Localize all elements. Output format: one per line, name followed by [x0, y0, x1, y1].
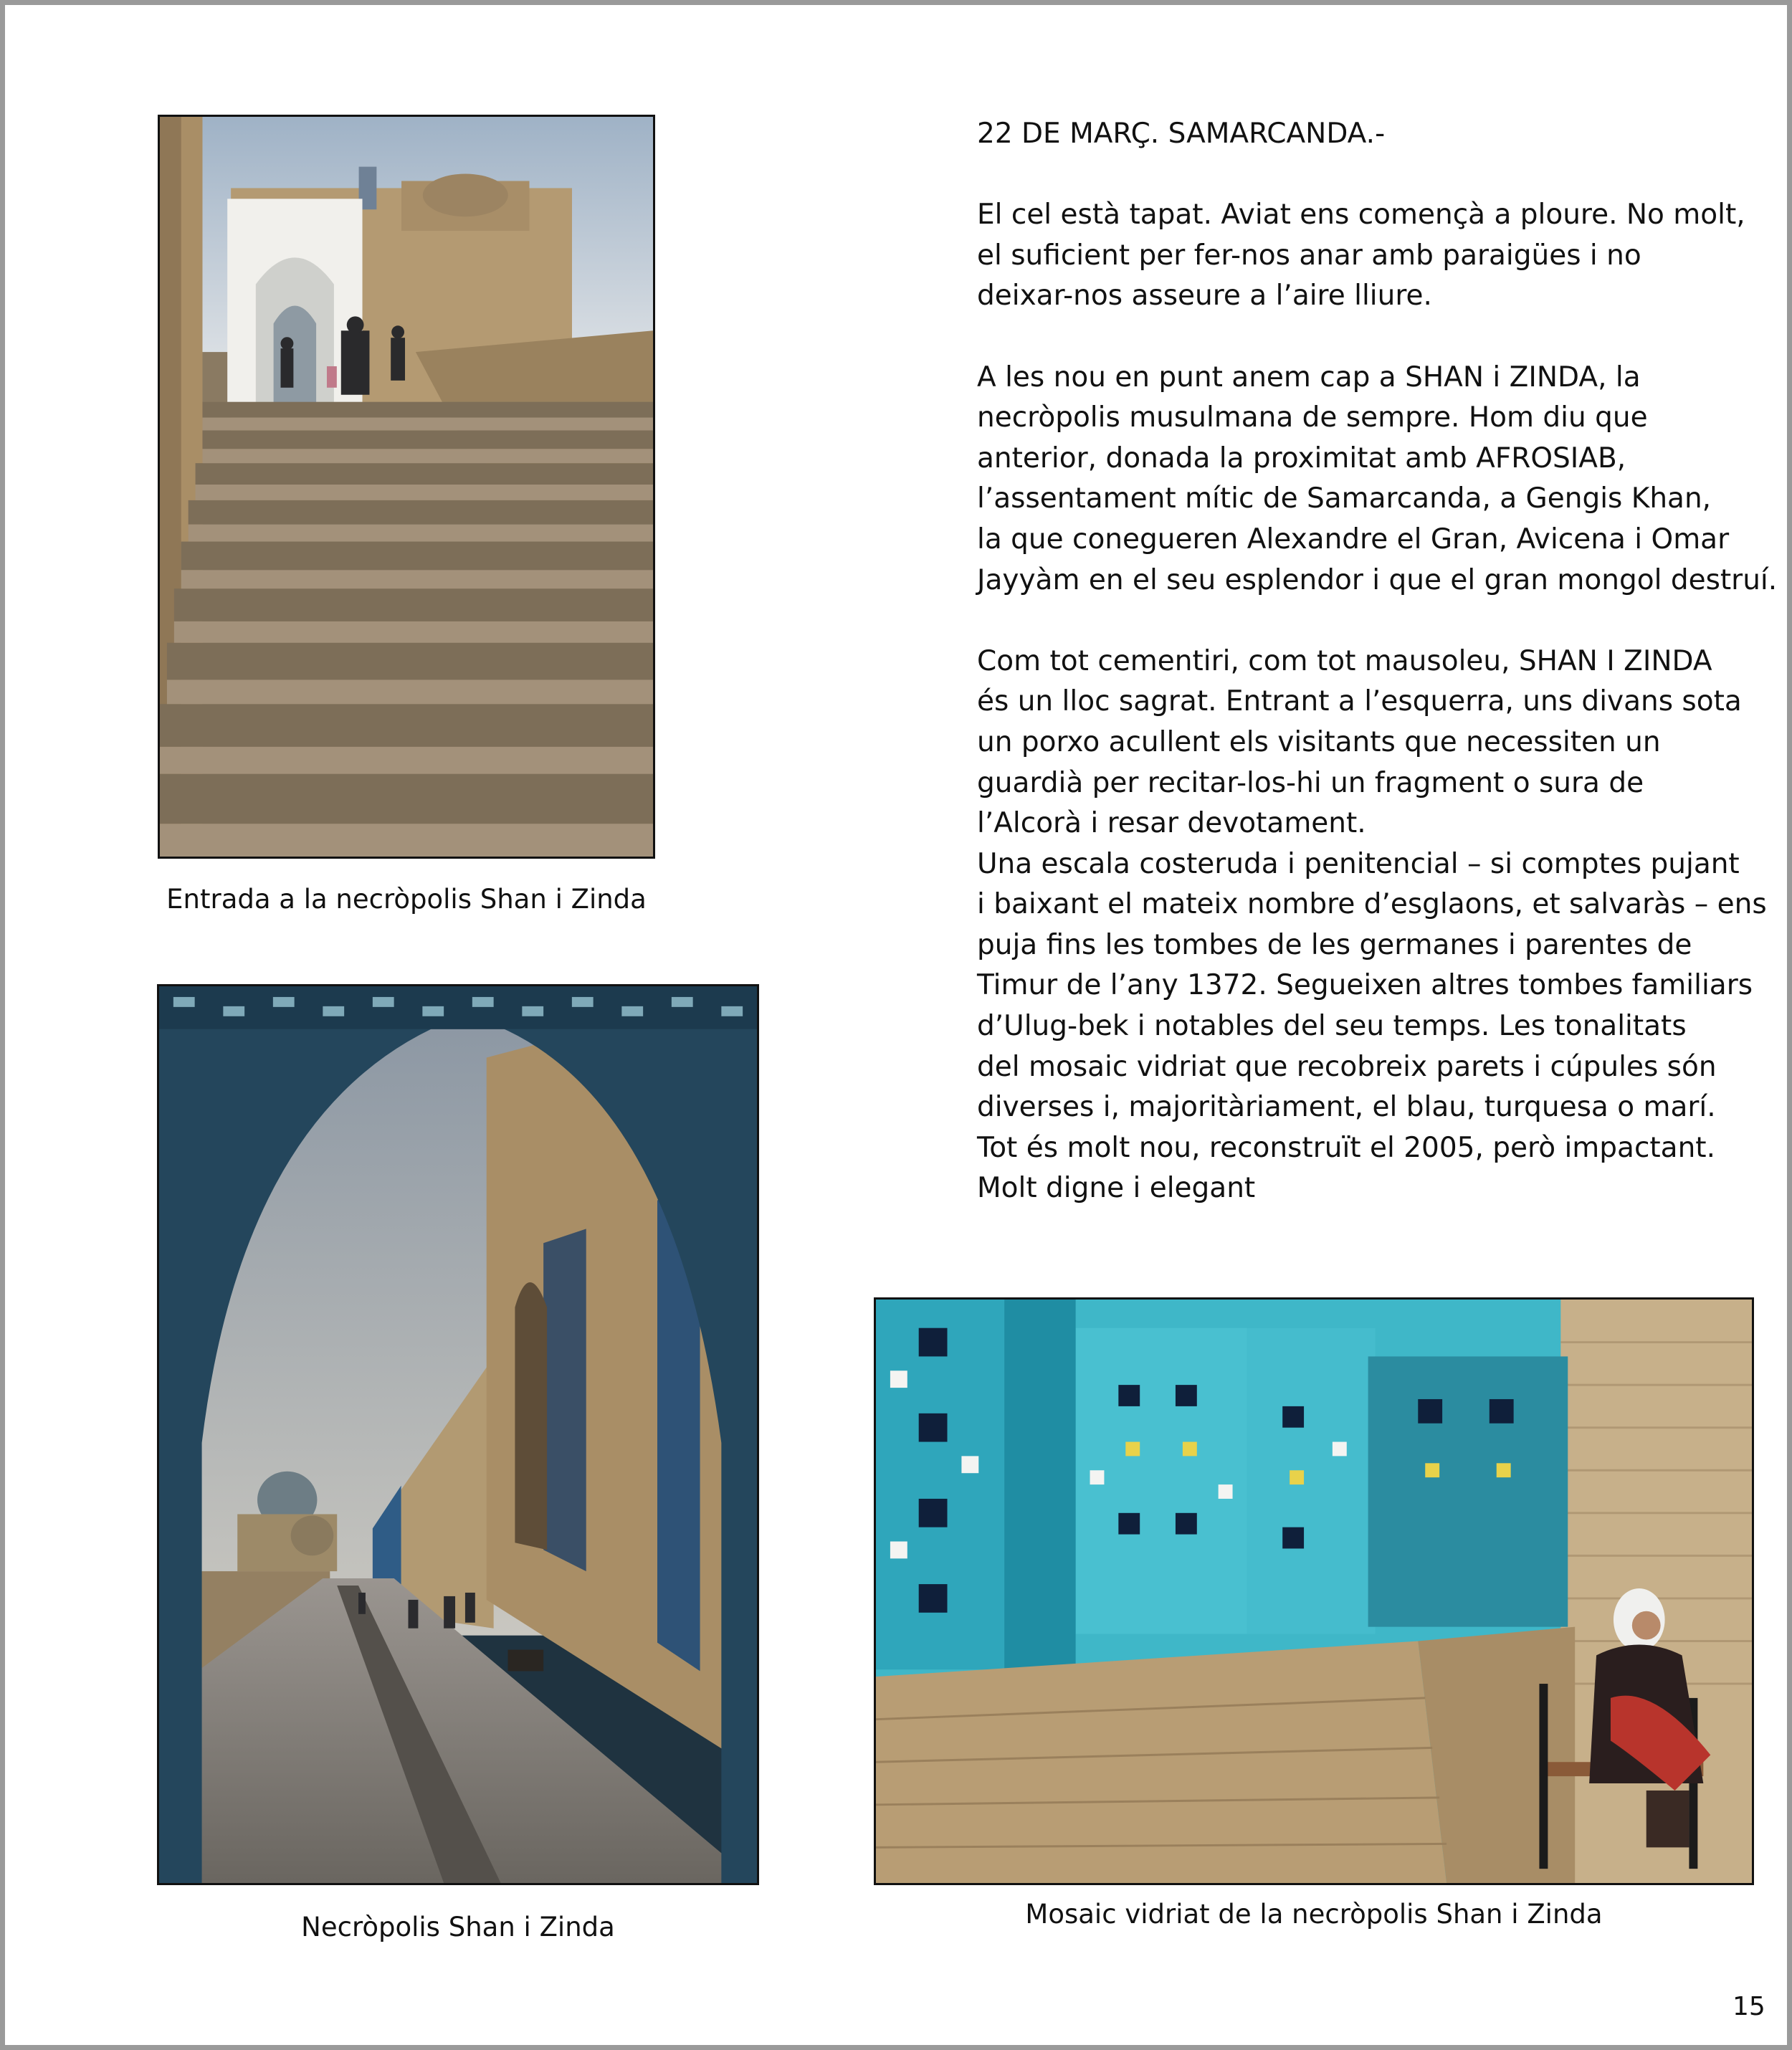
- photo-entrance-stairs: [158, 115, 655, 859]
- article-heading: 22 DE MARÇ. SAMARCANDA.-: [977, 118, 1386, 150]
- necropolis-photo-image: [159, 986, 757, 1883]
- paragraph-1: El cel està tapat. Aviat ens començà a ploure. No molt, el suficient per fer-nos anar amb paraigües i no deixar-nos asseure a l’aire lliure.: [977, 199, 1745, 313]
- stairs-photo-image: [160, 117, 653, 857]
- paragraph-2: A les nou en punt anem cap a SHAN i ZINDA, la necròpolis musulmana de sempre. Hom diu que anterior, donada la proximitat amb AFROSIAB, l’assentament mític de Samarcanda, a Gengis Khan, la que conegueren Alexandre el Gran, Avicena i Omar Jayyàm en el seu esplendor i que el gran mongol destruí.: [977, 361, 1778, 596]
- caption-entrance: Entrada a la necròpolis Shan i Zinda: [166, 884, 647, 915]
- photo-necropolis-street: [157, 984, 759, 1885]
- paragraph-4: Una escala costeruda i penitencial – si comptes pujant i baixant el mateix nombre d’esglaons, et salvaràs – ens puja fins les tombes de les germanes i parentes de Timur de l’any 1372. Segueixen altres tombes familiars d’Ulug-bek i notables del seu temps. Les tonalitats del mosaic vidriat que recobreix parets i cúpules són diverses i, majoritàriament, el blau, turquesa o marí. Tot és molt nou, reconstruït el 2005, però impactant. Molt digne i elegant: [977, 847, 1767, 1205]
- caption-mosaic: Mosaic vidriat de la necròpolis Shan i Zinda: [1025, 1899, 1603, 1930]
- caption-necropolis: Necròpolis Shan i Zinda: [301, 1912, 615, 1942]
- article-text: [977, 114, 1778, 1209]
- page-number: 15: [1733, 1992, 1765, 2021]
- photo-glazed-mosaic: [874, 1297, 1754, 1885]
- mosaic-photo-image: [876, 1300, 1752, 1883]
- paragraph-3: Com tot cementiri, com tot mausoleu, SHAN I ZINDA és un lloc sagrat. Entrant a l’esquerra, uns divans sota un porxo acullent els visitants que necessiten un guardià per recitar-los-hi un fragment o sura de l’Alcorà i resar devotament.: [977, 644, 1742, 840]
